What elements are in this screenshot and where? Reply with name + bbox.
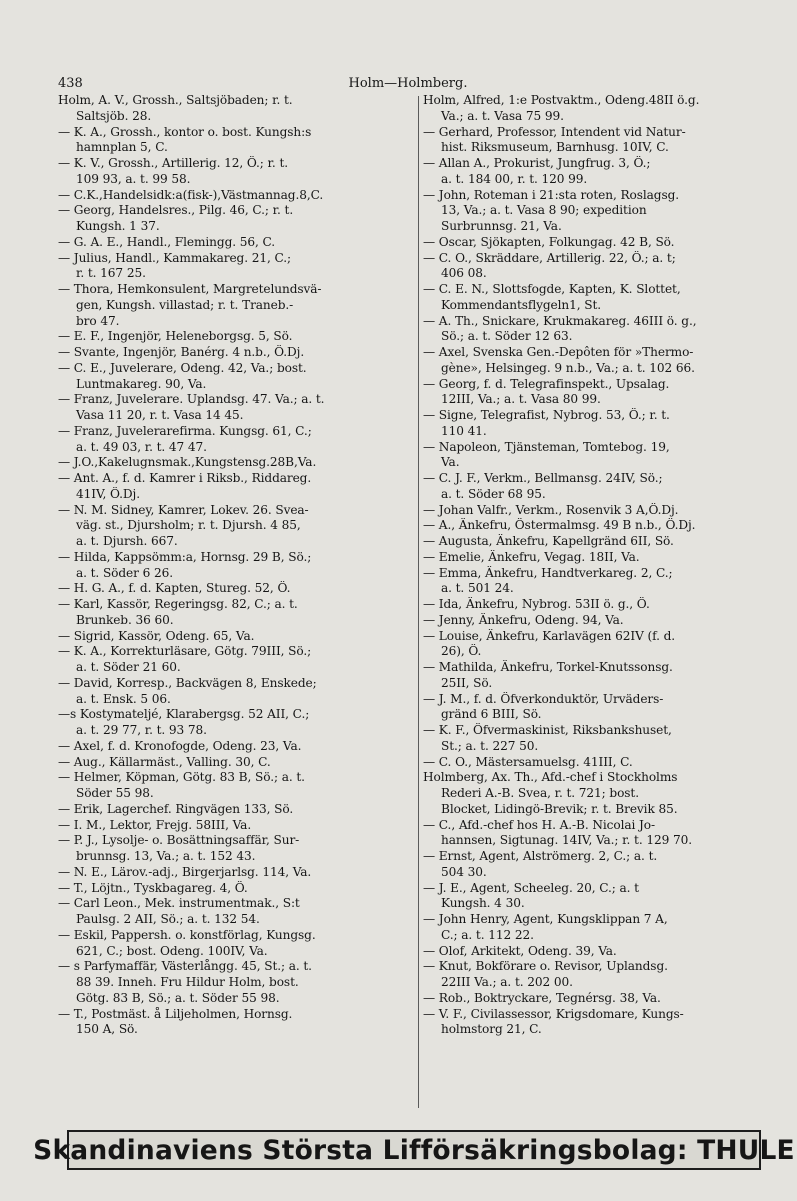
- directory-line: — T., Postmäst. å Liljeholmen, Hornsg.: [58, 1006, 293, 1021]
- directory-line: hamnplan 5, C.: [76, 140, 168, 155]
- directory-line: Sö.; a. t. Söder 12 63.: [441, 329, 573, 344]
- directory-line: — J.O.,Kakelugnsmak.,Kungstensg.28B,Va.: [58, 455, 317, 470]
- directory-line: — Erik, Lagerchef. Ringvägen 133, Sö.: [58, 801, 294, 816]
- directory-line: Paulsg. 2 AII, Sö.; a. t. 132 54.: [76, 912, 260, 926]
- directory-line: — V. F., Civilassessor, Krigsdomare, Kungs-: [423, 1006, 684, 1021]
- directory-line: Holm, A. V., Grossh., Saltsjöbaden; r. t.: [58, 93, 293, 107]
- directory-line: — Emma, Änkefru, Handtverkareg. 2, C.;: [423, 565, 673, 580]
- directory-line: Va.; a. t. Vasa 75 99.: [441, 108, 564, 123]
- directory-line: brunnsg. 13, Va.; a. t. 152 43.: [76, 849, 256, 863]
- directory-line: C.; a. t. 112 22.: [441, 927, 534, 942]
- directory-line: gène», Helsingeg. 9 n.b., Va.; a. t. 102 66.: [441, 360, 695, 375]
- directory-line: — I. M., Lektor, Frejg. 58III, Va.: [58, 817, 252, 832]
- directory-line: — C. O., Skräddare, Artillerig. 22, Ö.; a. t;: [423, 250, 676, 265]
- directory-line: — K. F., Öfvermaskinist, Riksbankshuset,: [423, 723, 672, 737]
- directory-line: Va.: [441, 455, 460, 470]
- directory-line: — N. M. Sidney, Kamrer, Lokev. 26. Svea-: [58, 502, 309, 517]
- directory-line: 109 93, a. t. 99 58.: [76, 171, 191, 186]
- directory-line: — Karl, Kassör, Regeringsg. 82, C.; a. t.: [58, 597, 298, 611]
- directory-line: Luntmakareg. 90, Va.: [76, 376, 207, 391]
- directory-line: — J. M., f. d. Öfverkonduktör, Urväders-: [423, 691, 664, 706]
- banner-text: Skandinaviens Största Lifförsäkringsbolag: THULE: [33, 1134, 795, 1166]
- directory-line: — Allan A., Prokurist, Jungfrug. 3, Ö.;: [423, 156, 651, 170]
- directory-line: — Ernst, Agent, Alströmerg. 2, C.; a. t.: [423, 849, 658, 863]
- directory-line: — C. O., Mästersamuelsg. 41III, C.: [423, 754, 633, 769]
- directory-line: — Sigrid, Kassör, Odeng. 65, Va.: [58, 628, 255, 643]
- directory-line: 504 30.: [441, 864, 487, 879]
- directory-line: Vasa 11 20, r. t. Vasa 14 45.: [76, 408, 244, 422]
- directory-line: — Knut, Bokförare o. Revisor, Uplandsg.: [423, 959, 668, 974]
- directory-line: — Georg, f. d. Telegrafinspekt., Upsalag.: [423, 376, 670, 391]
- directory-line: Holm, Alfred, 1:e Postvaktm., Odeng.48II ö.g.: [423, 93, 700, 107]
- directory-line: — T., Löjtn., Tyskbagareg. 4, Ö.: [58, 880, 248, 895]
- directory-line: — Johan Valfr., Verkm., Rosenvik 3 A,Ö.Dj.: [423, 502, 679, 517]
- directory-line: Saltsjöb. 28.: [76, 108, 152, 123]
- directory-line: holmstorg 21, C.: [441, 1022, 542, 1037]
- directory-line: r. t. 167 25.: [76, 266, 146, 281]
- directory-line: 22III Va.; a. t. 202 00.: [441, 975, 573, 989]
- directory-line: — A. Th., Snickare, Krukmakareg. 46III ö. g.,: [423, 313, 697, 328]
- directory-line: a. t. 501 24.: [441, 581, 514, 596]
- directory-line: — Jenny, Änkefru, Odeng. 94, Va.: [423, 612, 624, 627]
- directory-line: — C. E., Juvelerare, Odeng. 42, Va.; bost.: [58, 360, 307, 375]
- directory-line: — K. A., Grossh., kontor o. bost. Kungsh:s: [58, 124, 312, 139]
- directory-line: — Oscar, Sjökapten, Folkungag. 42 B, Sö.: [423, 234, 675, 249]
- directory-line: a. t. Söder 68 95.: [441, 486, 546, 501]
- directory-line: — Georg, Handelsres., Pilg. 46, C.; r. t.: [58, 203, 294, 218]
- directory-line: 621, C.; bost. Odeng. 100IV, Va.: [76, 943, 268, 958]
- directory-line: hannsen, Sigtunag. 14IV, Va.; r. t. 129 70.: [441, 833, 692, 848]
- directory-line: Kommendantsflygeln1, St.: [441, 297, 602, 312]
- directory-line: 110 41.: [441, 423, 487, 438]
- directory-line: — C. E. N., Slottsfogde, Kapten, K. Slottet,: [423, 282, 681, 296]
- column-divider: [418, 96, 419, 1108]
- directory-line: — John, Roteman i 21:sta roten, Roslagsg.: [423, 187, 680, 202]
- directory-line: 25II, Sö.: [441, 675, 493, 690]
- directory-line: — Rob., Boktryckare, Tegnérsg. 38, Va.: [423, 990, 661, 1005]
- directory-line: 12III, Va.; a. t. Vasa 80 99.: [441, 392, 601, 407]
- directory-line: a. t. 29 77, r. t. 93 78.: [76, 723, 207, 737]
- left-column: [58, 93, 414, 1117]
- directory-line: — Augusta, Änkefru, Kapellgränd 6II, Sö.: [423, 534, 674, 548]
- directory-line: — Eskil, Pappersh. o. konstförlag, Kungsg.: [58, 927, 316, 942]
- directory-line: — Franz, Juvelerare. Uplandsg. 47. Va.; a. t.: [58, 392, 325, 407]
- directory-line: — C.K.,Handelsidk:a(fisk-),Västmannag.8,C.: [58, 187, 324, 202]
- directory-line: — s Parfymaffär, Västerlångg. 45, St.; a. t.: [58, 959, 312, 974]
- directory-line: Kungsh. 1 37.: [76, 219, 160, 233]
- directory-line: — K. A., Korrekturläsare, Götg. 79III, Sö.;: [58, 644, 312, 659]
- directory-line: — G. A. E., Handl., Flemingg. 56, C.: [58, 234, 276, 249]
- running-title: Holm—Holmberg.: [348, 76, 468, 91]
- directory-line: 41IV, Ö.Dj.: [76, 486, 140, 501]
- directory-line: 26), Ö.: [441, 644, 482, 659]
- directory-line: hist. Riksmuseum, Barnhusg. 10IV, C.: [441, 140, 669, 155]
- directory-line: — Ant. A., f. d. Kamrer i Riksb., Riddareg.: [58, 471, 312, 485]
- directory-line: — Axel, f. d. Kronofogde, Odeng. 23, Va.: [58, 738, 302, 753]
- directory-line: — Aug., Källarmäst., Valling. 30, C.: [58, 754, 271, 769]
- directory-line: — Mathilda, Änkefru, Torkel-Knutssonsg.: [423, 660, 673, 674]
- directory-line: — N. E., Lärov.-adj., Birgerjarlsg. 114, Va.: [58, 864, 312, 879]
- directory-line: 13, Va.; a. t. Vasa 8 90; expedition: [441, 203, 647, 218]
- directory-line: — David, Korresp., Backvägen 8, Enskede;: [58, 675, 317, 690]
- directory-line: a. t. 49 03, r. t. 47 47.: [76, 439, 207, 454]
- directory-line: — H. G. A., f. d. Kapten, Stureg. 52, Ö.: [58, 581, 291, 596]
- directory-line: a. t. 184 00, r. t. 120 99.: [441, 171, 588, 186]
- directory-line: Holmberg, Ax. Th., Afd.-chef i Stockholms: [423, 770, 678, 785]
- directory-line: Blocket, Lidingö-Brevik; r. t. Brevik 85.: [441, 801, 678, 816]
- directory-line: — Napoleon, Tjänsteman, Tomtebog. 19,: [423, 439, 670, 454]
- directory-line: —s Kostymatelјé, Klarabergsg. 52 AII, C.;: [58, 707, 310, 722]
- directory-line: — Carl Leon., Mek. instrumentmak., S:t: [58, 896, 300, 911]
- directory-line: — Ida, Änkefru, Nybrog. 53II ö. g., Ö.: [423, 597, 650, 611]
- page-header: [58, 76, 758, 94]
- directory-line: 88 39. Inneh. Fru Hildur Holm, bost.: [76, 975, 299, 989]
- directory-line: 406 08.: [441, 266, 487, 281]
- directory-line: bro 47.: [76, 313, 120, 328]
- directory-line: Surbrunnsg. 21, Va.: [441, 219, 562, 233]
- directory-line: — Hilda, Kappsömm:a, Hornsg. 29 B, Sö.;: [58, 549, 312, 564]
- directory-line: — Emelie, Änkefru, Vegag. 18II, Va.: [423, 549, 640, 564]
- directory-line: — C., Afd.-chef hos H. A.-B. Nicolai Jo-: [423, 817, 656, 832]
- directory-line: Kungsh. 4 30.: [441, 896, 525, 911]
- directory-line: — K. V., Grossh., Artillerig. 12, Ö.; r. t.: [58, 156, 288, 170]
- directory-line: — J. E., Agent, Scheeleg. 20, C.; a. t: [423, 880, 639, 895]
- directory-line: Brunkeb. 36 60.: [76, 612, 174, 627]
- directory-line: St.; a. t. 227 50.: [441, 738, 539, 753]
- directory-line: — Olof, Arkitekt, Odeng. 39, Va.: [423, 943, 617, 958]
- directory-line: a. t. Djursh. 667.: [76, 534, 178, 548]
- directory-line: — Signe, Telegrafist, Nybrog. 53, Ö.; r. t.: [423, 408, 670, 422]
- directory-line: 150 A, Sö.: [76, 1022, 138, 1037]
- directory-line: — Svante, Ingenjör, Banérg. 4 n.b., Ö.Dj.: [58, 345, 305, 359]
- directory-line: — John Henry, Agent, Kungsklippan 7 A,: [423, 912, 668, 926]
- directory-line: a. t. Söder 21 60.: [76, 660, 181, 674]
- directory-line: — P. J., Lysolje- o. Bosättningsaffär, Sur-: [58, 833, 300, 848]
- directory-line: — A., Änkefru, Östermalmsg. 49 B n.b., Ö.Dj.: [423, 518, 696, 533]
- directory-line: a. t. Ensk. 5 06.: [76, 691, 171, 706]
- directory-line: gränd 6 BIII, Sö.: [441, 707, 542, 722]
- directory-line: — Helmer, Köpman, Götg. 83 B, Sö.; a. t.: [58, 770, 305, 785]
- advertisement-banner: [33, 1130, 795, 1170]
- directory-line: a. t. Söder 6 26.: [76, 565, 173, 580]
- directory-line: — Julius, Handl., Kammakareg. 21, C.;: [58, 250, 292, 265]
- directory-line: — Franz, Juvelerarefirma. Kungsg. 61, C.;: [58, 423, 312, 438]
- directory-line: — C. J. F., Verkm., Bellmansg. 24IV, Sö.;: [423, 471, 663, 485]
- directory-line: — Gerhard, Professor, Intendent vid Natur-: [423, 124, 686, 139]
- page-number: 438: [58, 76, 83, 91]
- directory-line: — Axel, Svenska Gen.-Depôten för »Thermo-: [423, 345, 694, 359]
- directory-line: — E. F., Ingenjör, Heleneborgsg. 5, Sö.: [58, 329, 293, 344]
- right-column: [423, 93, 777, 1117]
- directory-line: Rederi A.-B. Svea, r. t. 721; bost.: [441, 786, 639, 800]
- directory-line: — Thora, Hemkonsulent, Margretelundsvä-: [58, 282, 322, 296]
- directory-line: Götg. 83 B, Sö.; a. t. Söder 55 98.: [76, 990, 280, 1005]
- directory-line: Söder 55 98.: [76, 786, 154, 800]
- directory-line: väg. st., Djursholm; r. t. Djursh. 4 85,: [76, 518, 301, 533]
- directory-line: — Louise, Änkefru, Karlavägen 62IV (f. d.: [423, 628, 676, 643]
- directory-line: gen, Kungsh. villastad; r. t. Traneb.-: [76, 297, 294, 312]
